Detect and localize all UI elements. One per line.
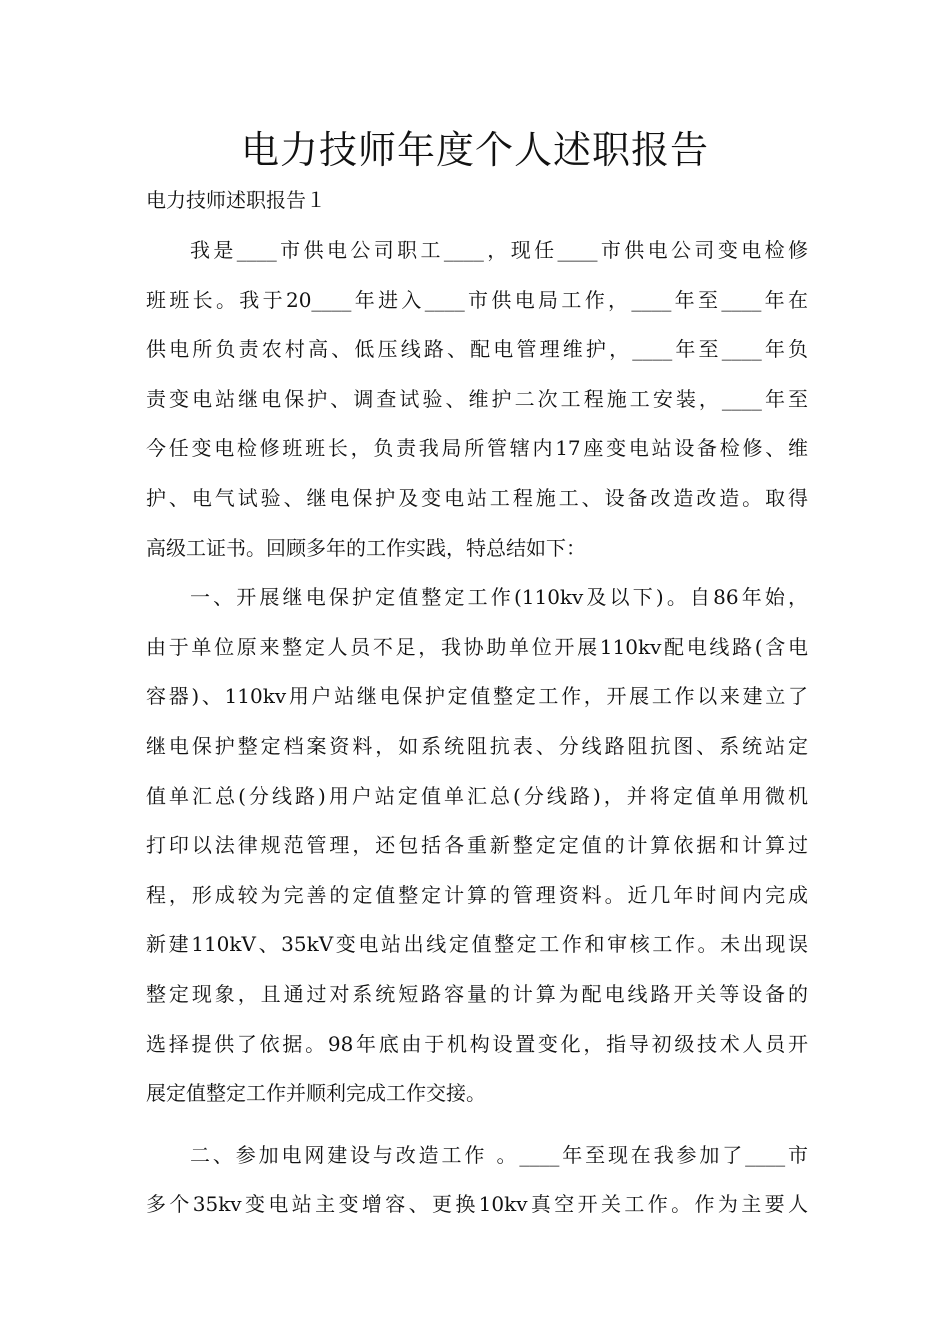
paragraph-1: [146, 226, 808, 573]
paragraph-line: 继电保护整定档案资料，如系统阻抗表、分线路阻抗图、系统站定: [146, 733, 808, 758]
paragraph-line: 新建110kV、35kV变电站出线定值整定工作和审核工作。未出现误: [146, 932, 808, 957]
paragraph-line: 一、开展继电保护定值整定工作(110kv及以下)。自86年始，: [190, 585, 808, 610]
paragraph-line: 多个35kv变电站主变增容、更换10kv真空开关工作。作为主要人: [146, 1192, 808, 1217]
document-title: 电力技师年度个人述职报告: [240, 128, 709, 172]
paragraph-line: 选择提供了依据。98年底由于机构设置变化，指导初级技术人员开: [146, 1031, 808, 1056]
paragraph-line: 展定值整定工作并顺利完成工作交接。: [146, 1081, 486, 1106]
paragraph-line: 由于单位原来整定人员不足，我协助单位开展110kv配电线路(含电: [146, 634, 808, 659]
paragraph-spacer: [146, 1119, 808, 1131]
paragraph-2: [146, 573, 808, 1119]
paragraph-line: 今任变电检修班班长，负责我局所管辖内17座变电站设备检修、维: [146, 436, 808, 461]
paragraph-line: 值单汇总(分线路)用户站定值单汇总(分线路)，并将定值单用微机: [146, 783, 808, 808]
paragraph-line: 二、参加电网建设与改造工作 。____年至现在我参加了____市: [190, 1142, 808, 1167]
paragraph-line: 打印以法律规范管理，还包括各重新整定定值的计算依据和计算过: [146, 833, 808, 858]
paragraph-line: 高级工证书。回顾多年的工作实践，特总结如下：: [146, 535, 586, 560]
document-subtitle: 电力技师述职报告１: [146, 188, 326, 212]
paragraph-line: 责变电站继电保护、调查试验、维护二次工程施工安装，____年至: [146, 386, 808, 411]
paragraph-line: 程，形成较为完善的定值整定计算的管理资料。近几年时间内完成: [146, 882, 808, 907]
document-body: [146, 226, 808, 1230]
paragraph-line: 我是____市供电公司职工____，现任____市供电公司变电检修: [190, 238, 808, 262]
paragraph-line: 班班长。我于20____年进入____市供电局工作，____年至____年在: [146, 287, 808, 312]
paragraph-line: 供电所负责农村高、低压线路、配电管理维护，____年至____年负: [146, 337, 808, 362]
paragraph-line: 整定现象，且通过对系统短路容量的计算为配电线路开关等设备的: [146, 981, 808, 1006]
paragraph-line: 护、电气试验、继电保护及变电站工程施工、设备改造改造。取得: [146, 485, 808, 510]
paragraph-line: 容器)、110kv用户站继电保护定值整定工作，开展工作以来建立了: [146, 684, 808, 709]
paragraph-3: [146, 1131, 808, 1230]
